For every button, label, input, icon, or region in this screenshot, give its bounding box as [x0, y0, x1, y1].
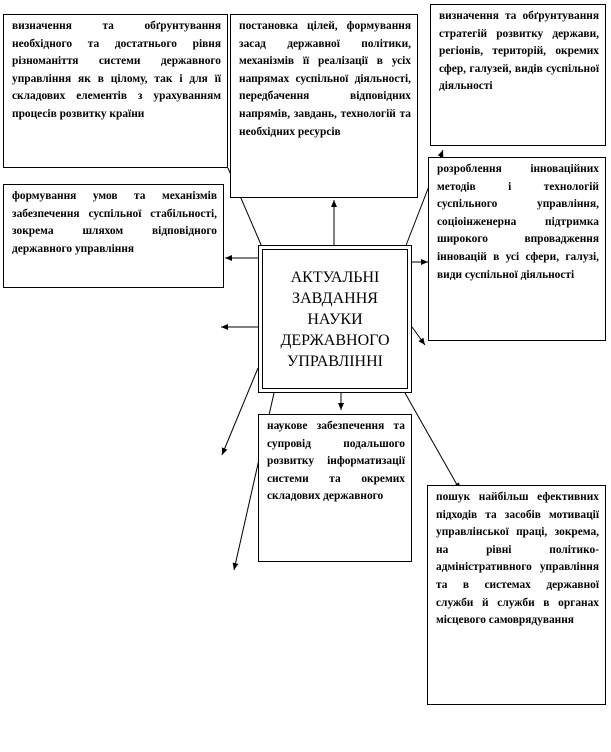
task-motivation [427, 485, 606, 705]
central-topic-title: АКТУАЛЬНІ ЗАВДАННЯ НАУКИ ДЕРЖАВНОГО УПРАВЛІННІ [262, 249, 408, 389]
task-stability [3, 184, 224, 288]
task-innovation [428, 157, 606, 341]
task-motivation-text: пошук найбільш ефективних підходів та засобів мотивації управлінської праці, зокрема, на рівні політико-адміністративного управління та в системах державної служби й служби в органах місцевого самоврядування [436, 491, 599, 627]
task-strategies-text: визначення та обґрунтування стратегій розвитку держави, регіонів, територій, окремих сфер, галузей, видів суспільної діяльності [439, 10, 599, 93]
task-innovation-text: розроблення інноваційних методів і технологій суспільного управління, соціоінженерна підтримка широкого впровадження інновацій в усі сфери, галузі, види суспільної діяльності [437, 163, 599, 281]
task-goals-text: постановка цілей, формування засад державної політики, механізмів її реалізації в усіх напрямах суспільної діяльності, передбачення відповідних напрямів, завдань, технологій та необхідних ресурсів [239, 20, 411, 138]
task-informatization-text: наукове забезпечення та супровід подальшого розвитку інформатизації системи та окремих складових державного [267, 420, 405, 503]
task-informatization [258, 414, 412, 562]
task-stability-text: формування умов та механізмів забезпечення суспільної стабільності, зокрема шляхом відповідного державного управління [12, 190, 217, 255]
arrow-to-motivation [405, 393, 460, 490]
task-diversity-text: визначення та обґрунтування необхідного та достатнього рівня різноманіття системи державного управління як в цілому, так і для її складових елементів з урахуванням процесів розвитку країни [12, 20, 221, 120]
arrow-right-lower [412, 327, 425, 345]
task-diversity [3, 14, 228, 168]
arrow-lower-left [222, 368, 258, 455]
task-strategies [430, 4, 606, 146]
central-topic [258, 245, 412, 393]
task-goals [230, 14, 418, 198]
